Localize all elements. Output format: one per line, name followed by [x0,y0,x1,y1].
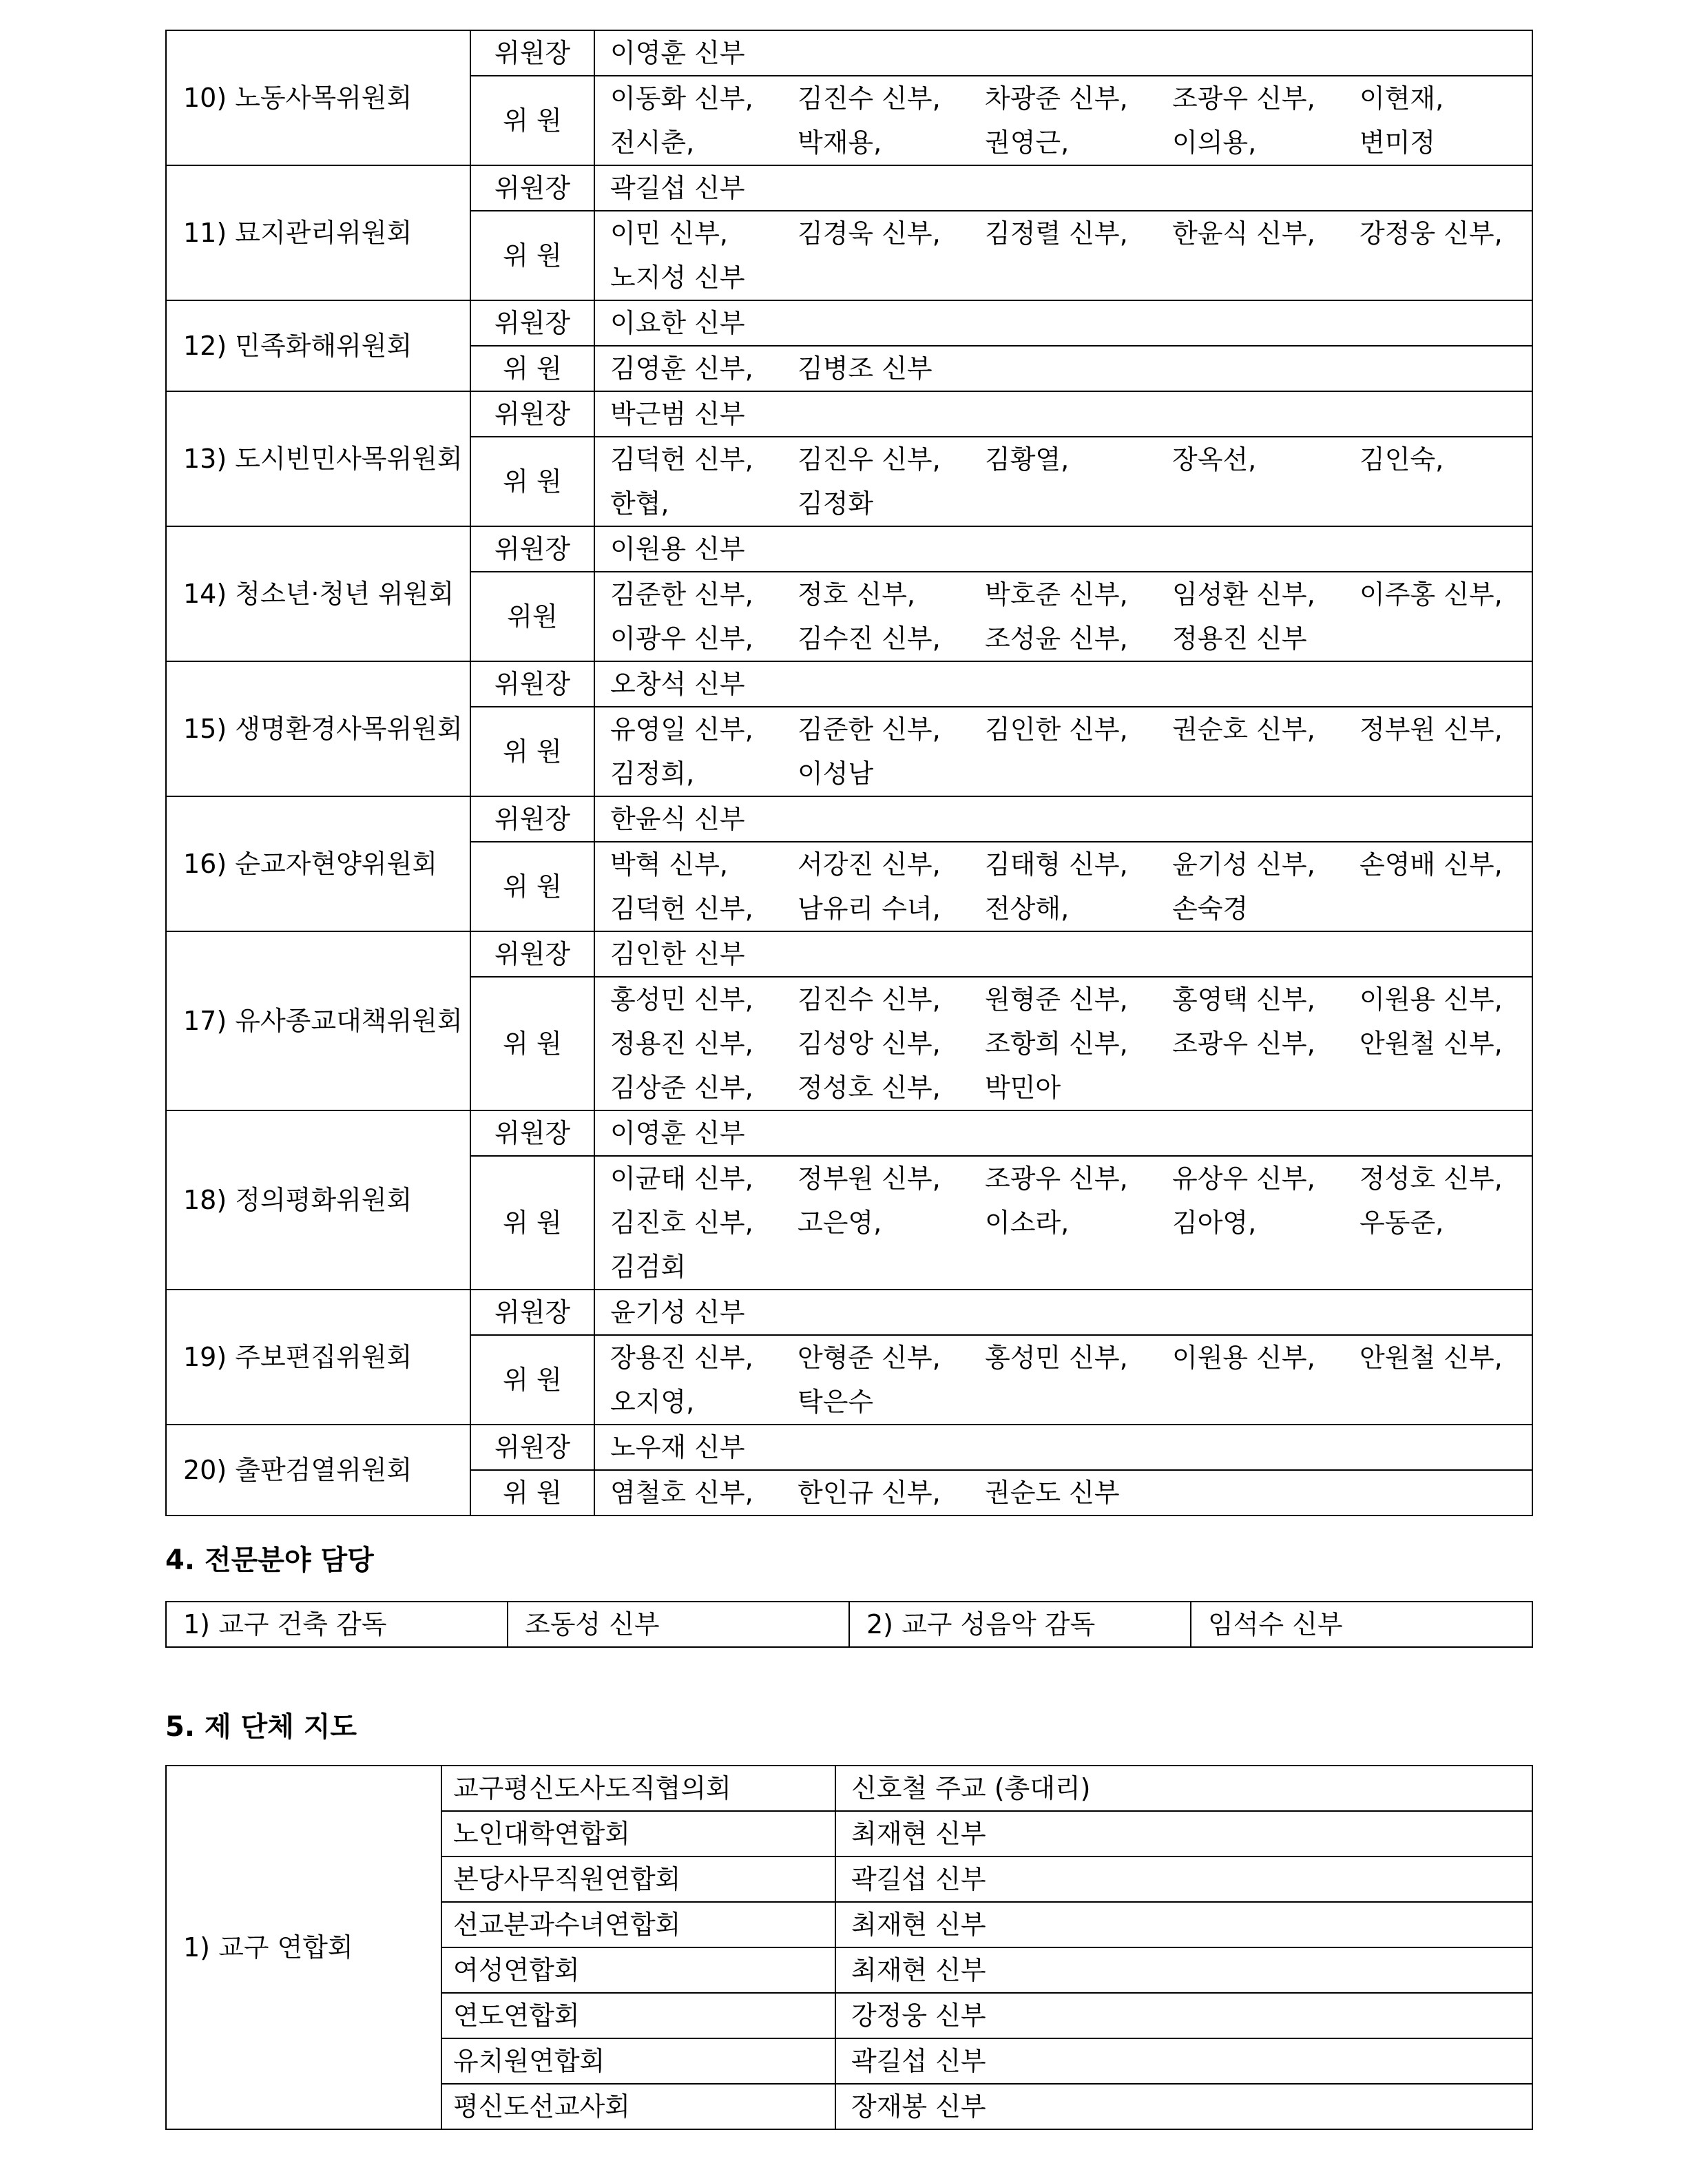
member-name: 유상우 신부, [1172,1163,1315,1194]
committees-table [165,30,1533,1516]
committee-chair-row [166,1425,1532,1470]
chair-role-label: 위원장 [470,1425,594,1470]
member-name: 강정웅 신부, [1360,218,1503,249]
members-line [610,347,1532,391]
members-line [610,842,1532,887]
member-name: 김덕헌 신부, [610,893,753,924]
member-name: 이원용 신부, [1360,984,1503,1015]
committee-chair-row [166,1110,1532,1156]
committee-name: 14) 청소년·청년 위원회 [166,526,470,661]
members-line [610,1471,1532,1515]
director-name: 최재현 신부 [835,1811,1532,1856]
member-name: 염철호 신부, [610,1478,753,1508]
member-name: 김인숙, [1360,444,1444,475]
member-name: 한협, [610,488,669,519]
member-name: 이민 신부, [610,218,728,249]
committee-name: 20) 출판검열위원회 [166,1425,470,1516]
members-list [594,1470,1532,1516]
member-name: 남유리 수녀, [798,893,941,924]
member-name: 박민아 [985,1073,1061,1103]
members-line [610,1066,1532,1110]
section-5-heading: 5. 제 단체 지도 [165,1711,357,1743]
member-name: 박재용, [798,127,882,158]
member-name: 김인한 신부, [985,714,1128,745]
member-name: 정성호 신부, [798,1073,941,1103]
member-name: 변미정 [1360,127,1436,158]
director-name: 최재현 신부 [835,1947,1532,1993]
member-name: 김정화 [798,488,874,519]
committee-name: 12) 민족화해위원회 [166,300,470,391]
members-role-label: 위 원 [470,1335,594,1425]
chair-name: 김인한 신부 [594,931,1532,977]
organization-name: 교구평신도사도직협의회 [441,1766,835,1811]
member-name: 김진수 신부, [798,984,941,1015]
member-name: 김진호 신부, [610,1208,753,1238]
member-name: 김병조 신부 [798,353,933,384]
member-name: 김진우 신부, [798,444,941,475]
member-name: 오지영, [610,1387,695,1417]
members-list [594,572,1532,661]
chair-name: 이영훈 신부 [594,30,1532,76]
member-name: 홍성민 신부, [985,1343,1128,1373]
group-label: 1) 교구 연합회 [166,1766,441,2129]
member-name: 조광우 신부, [1172,83,1315,114]
committee-chair-row [166,526,1532,572]
chair-role-label: 위원장 [470,661,594,707]
members-line [610,1380,1532,1424]
members-line [610,482,1532,526]
members-line [610,887,1532,931]
member-name: 고은영, [798,1208,882,1238]
members-line [610,617,1532,661]
committee-name: 15) 생명환경사목위원회 [166,661,470,796]
members-line [610,1336,1532,1380]
member-name: 홍성민 신부, [610,984,753,1015]
member-name: 홍영택 신부, [1172,984,1315,1015]
organization-name: 노인대학연합회 [441,1811,835,1856]
members-role-label: 위 원 [470,1156,594,1290]
member-name: 김황열, [985,444,1070,475]
member-name: 이현재, [1360,83,1444,114]
chair-name: 윤기성 신부 [594,1290,1532,1335]
member-name: 김아영, [1172,1208,1257,1238]
member-name: 조항희 신부, [985,1028,1128,1059]
groups-table [165,1765,1533,2130]
member-name: 김상준 신부, [610,1073,753,1103]
chair-role-label: 위원장 [470,1110,594,1156]
members-line [610,1245,1532,1289]
members-role-label: 위 원 [470,977,594,1110]
director-name: 곽길섭 신부 [835,1856,1532,1902]
member-name: 장용진 신부, [610,1343,753,1373]
member-name: 권순도 신부 [985,1478,1120,1508]
committee-chair-row [166,1290,1532,1335]
members-line [610,1201,1532,1245]
member-name: 원형준 신부, [985,984,1128,1015]
committee-name: 18) 정의평화위원회 [166,1110,470,1290]
chair-name: 노우재 신부 [594,1425,1532,1470]
organization-name: 평신도선교사회 [441,2084,835,2129]
members-line [610,1022,1532,1066]
organization-name: 연도연합회 [441,1993,835,2038]
members-line [610,211,1532,256]
chair-role-label: 위원장 [470,300,594,346]
group-row [166,1766,1532,1811]
member-name: 김수진 신부, [798,623,941,654]
member-name: 이의용, [1172,127,1257,158]
chair-role-label: 위원장 [470,796,594,842]
members-role-label: 위 원 [470,76,594,165]
member-name: 유영일 신부, [610,714,753,745]
member-name: 차광준 신부, [985,83,1128,114]
organization-name: 본당사무직원연합회 [441,1856,835,1902]
committee-chair-row [166,300,1532,346]
member-name: 탁은수 [798,1387,874,1417]
member-name: 조광우 신부, [1172,1028,1315,1059]
members-line [610,707,1532,752]
member-name: 조성윤 신부, [985,623,1128,654]
chair-role-label: 위원장 [470,526,594,572]
member-name: 이원용 신부, [1172,1343,1315,1373]
member-name: 안원철 신부, [1360,1028,1503,1059]
member-name: 김정렬 신부, [985,218,1128,249]
member-name: 윤기성 신부, [1172,849,1315,880]
member-name: 장옥선, [1172,444,1257,475]
organization-name: 유치원연합회 [441,2038,835,2084]
chair-name: 박근범 신부 [594,391,1532,437]
members-role-label: 위 원 [470,1470,594,1516]
chair-name: 오창석 신부 [594,661,1532,707]
committee-name: 17) 유사종교대책위원회 [166,931,470,1110]
members-line [610,978,1532,1022]
member-name: 권영근, [985,127,1070,158]
members-line [610,121,1532,165]
director-name: 곽길섭 신부 [835,2038,1532,2084]
chair-role-label: 위원장 [470,391,594,437]
members-role-label: 위 원 [470,437,594,526]
committee-chair-row [166,165,1532,211]
member-name: 손영배 신부, [1360,849,1503,880]
organization-name: 여성연합회 [441,1947,835,1993]
member-name: 박혁 신부, [610,849,728,880]
member-name: 이균태 신부, [610,1163,753,1194]
member-name: 정부원 신부, [798,1163,941,1194]
member-name: 이성남 [798,758,874,789]
member-name: 김경욱 신부, [798,218,941,249]
member-name: 권순호 신부, [1172,714,1315,745]
committee-name: 10) 노동사목위원회 [166,30,470,165]
member-name: 김진수 신부, [798,83,941,114]
member-name: 김성앙 신부, [798,1028,941,1059]
members-role-label: 위 원 [470,842,594,931]
committee-chair-row [166,30,1532,76]
committee-name: 19) 주보편집위원회 [166,1290,470,1425]
member-name: 한인규 신부, [798,1478,941,1508]
members-list [594,76,1532,165]
section-4-heading: 4. 전문분야 담당 [165,1544,374,1576]
specialists-row [166,1602,1532,1647]
member-name: 이소라, [985,1208,1070,1238]
committee-name: 16) 순교자현양위원회 [166,796,470,931]
members-line [610,752,1532,796]
member-name: 조광우 신부, [985,1163,1128,1194]
members-line [610,256,1532,300]
chair-name: 한윤식 신부 [594,796,1532,842]
director-name: 강정웅 신부 [835,1993,1532,2038]
director-name: 최재현 신부 [835,1902,1532,1947]
member-name: 노지성 신부 [610,262,745,293]
members-role-label: 위 원 [470,346,594,391]
organization-name: 선교분과수녀연합회 [441,1902,835,1947]
committee-name: 11) 묘지관리위원회 [166,165,470,300]
member-name: 이광우 신부, [610,623,753,654]
member-name: 이주홍 신부, [1360,579,1503,610]
member-name: 정용진 신부 [1172,623,1307,654]
member-name: 정호 신부, [798,579,915,610]
committee-chair-row [166,661,1532,707]
committee-name: 13) 도시빈민사목위원회 [166,391,470,526]
members-role-label: 위 원 [470,707,594,796]
members-line [610,437,1532,482]
members-line [610,1157,1532,1201]
members-list [594,437,1532,526]
members-list [594,842,1532,931]
chair-name: 이원용 신부 [594,526,1532,572]
member-name: 김준한 신부, [610,579,753,610]
chair-role-label: 위원장 [470,931,594,977]
specialist-person: 임석수 신부 [1191,1602,1532,1647]
members-list [594,346,1532,391]
specialists-table [165,1601,1533,1648]
members-list [594,1156,1532,1290]
director-name: 장재봉 신부 [835,2084,1532,2129]
member-name: 안원철 신부, [1360,1343,1503,1373]
member-name: 김덕헌 신부, [610,444,753,475]
chair-role-label: 위원장 [470,165,594,211]
director-name: 신호철 주교 (총대리) [835,1766,1532,1811]
members-role-label: 위원 [470,572,594,661]
members-list [594,211,1532,300]
chair-name: 이요한 신부 [594,300,1532,346]
member-name: 정부원 신부, [1360,714,1503,745]
specialist-person: 조동성 신부 [508,1602,849,1647]
member-name: 김검회 [610,1252,687,1282]
member-name: 전시춘, [610,127,695,158]
member-name: 우동준, [1360,1208,1444,1238]
member-name: 이동화 신부, [610,83,753,114]
specialist-label: 1) 교구 건축 감독 [166,1602,508,1647]
members-line [610,76,1532,121]
chair-role-label: 위원장 [470,30,594,76]
chair-name: 이영훈 신부 [594,1110,1532,1156]
members-list [594,1335,1532,1425]
committee-chair-row [166,931,1532,977]
member-name: 김영훈 신부, [610,353,753,384]
members-line [610,572,1532,617]
members-list [594,977,1532,1110]
member-name: 안형준 신부, [798,1343,941,1373]
members-list [594,707,1532,796]
member-name: 서강진 신부, [798,849,941,880]
member-name: 정용진 신부, [610,1028,753,1059]
member-name: 박호준 신부, [985,579,1128,610]
member-name: 김정희, [610,758,695,789]
member-name: 전상해, [985,893,1070,924]
member-name: 김태형 신부, [985,849,1128,880]
chair-role-label: 위원장 [470,1290,594,1335]
committee-chair-row [166,796,1532,842]
member-name: 한윤식 신부, [1172,218,1315,249]
members-role-label: 위 원 [470,211,594,300]
specialist-label: 2) 교구 성음악 감독 [849,1602,1191,1647]
member-name: 임성환 신부, [1172,579,1315,610]
member-name: 김준한 신부, [798,714,941,745]
chair-name: 곽길섭 신부 [594,165,1532,211]
committee-chair-row [166,391,1532,437]
member-name: 손숙경 [1172,893,1249,924]
member-name: 정성호 신부, [1360,1163,1503,1194]
